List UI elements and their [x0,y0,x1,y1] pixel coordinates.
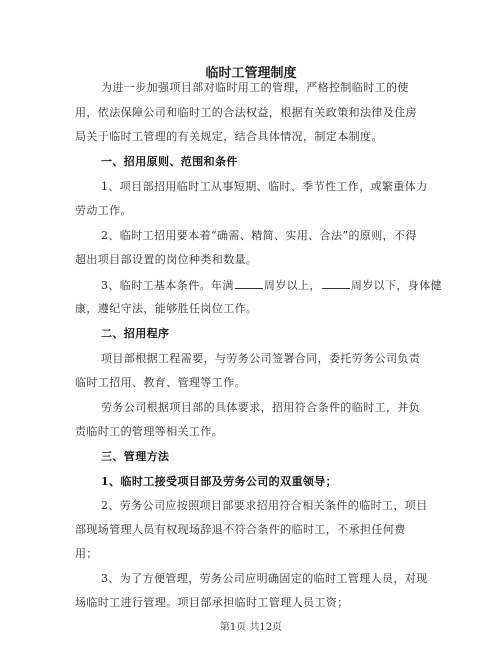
section-3-item-2-line-3: 用； [75,547,98,560]
section-3-item-3-line-1: 3、为了方便管理，劳务公司应明确固定的临时工管理人员，对现 [101,572,428,585]
item-3-text-a: 3、临时工基本条件。年满 [101,279,234,292]
page-number-footer: 第1页 共12页 [219,622,283,633]
section-2-para-1-line-1: 项目部根据工程需要，与劳务公司签署合同，委托劳务公司负责 [101,352,421,365]
section-1-item-3-line-1 [101,278,442,293]
section-1-item-1-line-1: 1、项目部招用临时工从事短期、临时、季节性工作，或繁重体力 [101,180,428,193]
min-age-blank [235,278,263,289]
section-3-item-3-line-2: 场临时工进行管理。项目部承担临时工管理人员工资； [75,596,349,609]
intro-line-2: 用，依法保障公司和临时工的合法权益，根据有关政策和法律及住房 [75,106,417,119]
section-3-item-1: 1、临时工接受项目部及劳务公司的双重领导； [101,475,338,488]
section-1-item-2-line-1: 2、临时工招用要本着“确需、精简、实用、合法”的原则，不得 [101,229,417,242]
section-1-heading: 一、招用原则、范围和条件 [101,155,238,168]
item-3-text-b: 周岁以上， [263,279,321,292]
section-2-para-2-line-2: 责临时工的管理等相关工作。 [75,425,224,438]
section-2-para-2-line-1: 劳务公司根据项目部的具体要求，招用符合条件的临时工，并负 [101,401,421,414]
section-3-item-2-line-1: 2、劳务公司应按照项目部要求招用符合相关条件的临时工，项目 [101,499,428,512]
section-2-heading: 二、招用程序 [101,327,170,340]
section-2-para-1-line-2: 临时工招用、教育、管理等工作。 [75,376,246,389]
intro-line-1: 为进一步加强项目部对临时用工的管理，严格控制临时工的使 [101,81,409,94]
section-3-heading: 三、管理方法 [101,450,170,463]
section-3-item-2-line-2: 部现场管理人员有权现场辞退不符合条件的临时工，不承担任何费 [75,523,406,536]
item-3-text-c: 周岁以下，身体健 [350,279,443,292]
document-title: 临时工管理制度 [205,66,297,81]
intro-line-3: 局关于临时工管理的有关规定，结合具体情况，制定本制度。 [75,130,383,143]
section-1-item-3-line-2: 康，遵纪守法，能够胜任岗位工作。 [75,302,258,315]
section-1-item-2-line-2: 超出项目部设置的岗位种类和数量。 [75,253,258,266]
section-1-item-1-line-2: 劳动工作。 [75,204,132,217]
max-age-blank [322,278,350,289]
